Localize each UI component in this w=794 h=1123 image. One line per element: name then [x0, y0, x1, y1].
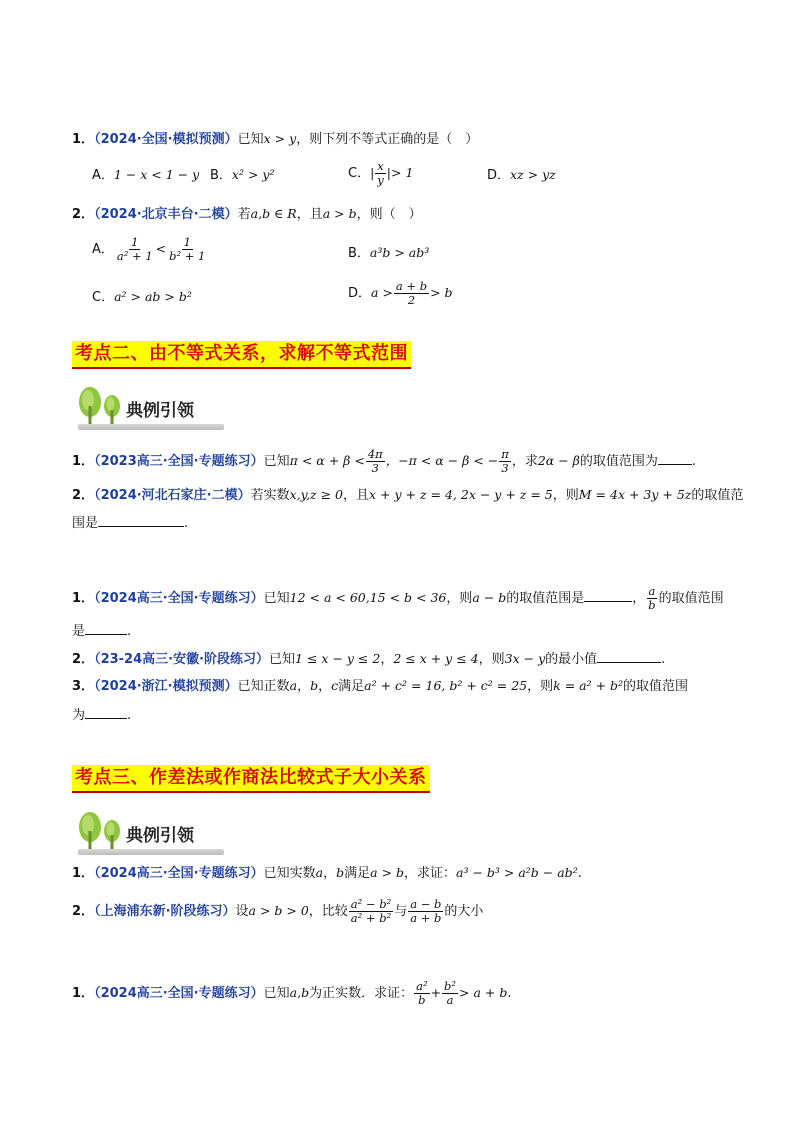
option-c[interactable]: C．| $\frac{x}{y}$ |> 1	[348, 159, 414, 187]
option-label: B．	[210, 168, 232, 183]
banner-underbar	[78, 424, 224, 430]
fraction: $\frac{a - b}{a + b}$	[410, 897, 442, 925]
banner-title: 典例引领	[126, 401, 194, 421]
fraction: $\frac{\pi}{3}$	[501, 447, 509, 475]
answer-blank[interactable]	[597, 649, 661, 663]
fraction: $\frac{\text{a²}}{b}$	[416, 979, 428, 1007]
math-expr: a > b	[322, 206, 357, 221]
option-expr: x² > y²	[231, 167, 275, 182]
option-a[interactable]	[92, 166, 199, 185]
question-source: （2024高三·全国·专题练习）	[94, 986, 264, 1001]
question-source: （2023高三·全国·专题练习）	[94, 454, 264, 469]
option-label: C．	[348, 166, 371, 181]
section-heading-2: 考点二、由不等式关系，求解不等式范围	[72, 341, 411, 369]
example-banner	[72, 386, 224, 432]
question-s3-ex-2: 2．（上海浦东新·阶段练习）设a > b > 0，比较 $\frac{\text{a² − b²}}{\text{a² + b²}}$ 与 $\frac{a - b}{a + b}$ 的大小	[72, 897, 484, 925]
question-source: （2024·全国·模拟预测）	[94, 132, 238, 147]
tree-icon	[76, 386, 128, 428]
question-s2-pr-3: 3．（2024·浙江·模拟预测）已知正数a，b，c满足a² + c² = 16, b² + c² = 25，则k = a² + b²的取值范围	[72, 678, 689, 694]
question-text: 已知	[237, 132, 264, 147]
answer-blank[interactable]	[658, 451, 692, 465]
banner-title: 典例引领	[126, 826, 194, 846]
option-label: B．	[348, 246, 370, 261]
fraction: $\frac{4\pi}{3}$	[367, 447, 383, 475]
option-label: D．	[348, 286, 372, 301]
question-source: （2024高三·全国·专题练习）	[94, 591, 264, 606]
question-source: （23-24高三·安徽·阶段练习）	[94, 652, 270, 667]
option-expr: a² > ab > b²	[114, 289, 192, 304]
question-s1-1: 1．（2024·全国·模拟预测）已知x > y，则下列不等式正确的是（ ）	[72, 131, 479, 147]
option-b[interactable]	[210, 166, 274, 185]
math-expr: a,b ∈ R	[250, 206, 297, 221]
option-expr: a³b > ab³	[369, 245, 430, 260]
example-banner	[72, 811, 224, 857]
banner-underbar	[78, 849, 224, 855]
answer-blank[interactable]	[85, 705, 127, 719]
option-d[interactable]	[487, 166, 556, 185]
question-source: （2024·北京丰台·二模）	[94, 207, 238, 222]
question-s2-ex-2: 2．（2024·河北石家庄·二模）若实数x,y,z ≥ 0，且x + y + z = 4, 2x − y + z = 5，则M = 4x + 3y + 5z的取值范	[72, 487, 744, 503]
option-a[interactable]: A． $\frac{1}{\text{a² + 1}}$ < $\frac{1}{\text{b² + 1}}$	[92, 235, 206, 263]
question-s2-pr-1-cont: 是 .	[72, 621, 131, 641]
answer-blank[interactable]	[85, 621, 127, 635]
question-source: （2024·浙江·模拟预测）	[94, 679, 238, 694]
tree-icon	[76, 811, 128, 853]
option-d[interactable]: D．a > $\frac{a + b}{2}$ > b	[348, 279, 453, 307]
question-text: ，则下列不等式正确的是（ ）	[296, 132, 479, 147]
question-source: （上海浦东新·阶段练习）	[94, 904, 236, 919]
fraction: $\frac{1}{\text{a² + 1}}$	[116, 235, 153, 263]
option-label: C．	[92, 290, 115, 305]
fraction: $\frac{\text{b²}}{a}$	[444, 979, 457, 1007]
question-source: （2024·河北石家庄·二模）	[94, 488, 251, 503]
question-s2-ex-1: 1．（2023高三·全国·专题练习）已知π < α + β < $\frac{4\pi}{3}$ ，−π < α − β < − $\frac{\pi}{3}$ ，求2α − β的取值范围为 .	[72, 447, 697, 475]
question-s2-pr-3-cont: 为 .	[72, 705, 131, 725]
question-s3-pr-1: 1．（2024高三·全国·专题练习）已知a,b为正实数．求证： $\frac{\text{a²}}{b}$ + $\frac{\text{b²}}{a}$ > a + b.	[72, 979, 512, 1007]
question-number: 1	[72, 132, 82, 147]
option-expr: 1 − x < 1 − y	[113, 167, 200, 182]
section-heading-3: 考点三、作差法或作商法比较式子大小关系	[72, 765, 430, 793]
option-c[interactable]	[92, 288, 192, 307]
fraction: $\frac{a}{b}$	[648, 584, 656, 612]
question-s2-ex-2-cont: 围是 .	[72, 513, 188, 533]
fraction: $\frac{\text{a² − b²}}{\text{a² + b²}}$	[350, 897, 392, 925]
fraction: $\frac{x}{y}$	[377, 159, 384, 187]
fraction: $\frac{a + b}{2}$	[395, 279, 428, 307]
answer-blank[interactable]	[98, 513, 184, 527]
option-label: D．	[487, 168, 511, 183]
math-expr: x > y	[263, 131, 297, 146]
question-s2-pr-2: 2．（23-24高三·安徽·阶段练习）已知1 ≤ x − y ≤ 2，2 ≤ x + y ≤ 4，则3x − y的最小值 .	[72, 651, 666, 667]
question-number: 2	[72, 207, 82, 222]
answer-blank[interactable]	[584, 588, 632, 602]
question-s1-2: 2．（2024·北京丰台·二模）若a,b ∈ R，且a > b，则（ ）	[72, 206, 422, 222]
option-expr: xz > yz	[510, 167, 556, 182]
question-source: （2024高三·全国·专题练习）	[94, 866, 264, 881]
option-b[interactable]	[348, 244, 429, 263]
fraction: $\frac{1}{\text{b² + 1}}$	[169, 235, 206, 263]
question-s2-pr-1: 1．（2024高三·全国·专题练习）已知12 < a < 60,15 < b < 36，则a − b的取值范围是 ， $\frac{a}{b}$ 的取值范围	[72, 584, 724, 612]
question-s3-ex-1: 1．（2024高三·全国·专题练习）已知实数a，b满足a > b，求证：a³ − b³ > a²b − ab².	[72, 865, 582, 881]
option-label: A．	[92, 242, 114, 257]
option-label: A．	[92, 168, 114, 183]
